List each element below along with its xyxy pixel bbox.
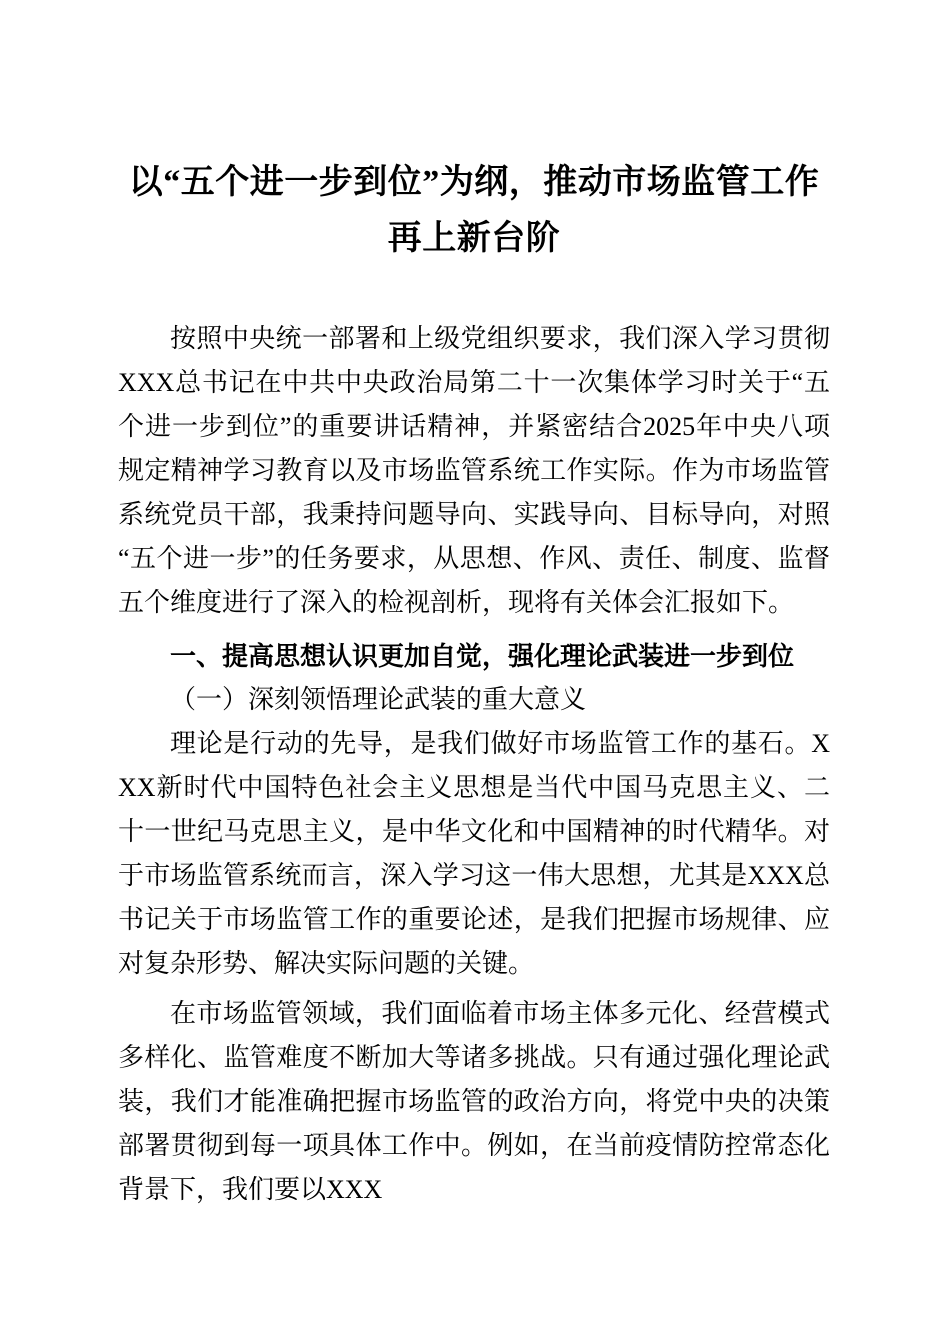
paragraph-market-challenges: 在市场监管领域，我们面临着市场主体多元化、经营模式多样化、监管难度不断加大等诸多挑战。只有通过强化理论武装，我们才能准确把握市场监管的政治方向，将党中央的决策部署贯彻到每一项具体工作中。例如，在当前疫情防控常态化背景下，我们要以XXX	[118, 999, 830, 1204]
intro-paragraph: 按照中央统一部署和上级党组织要求，我们深入学习贯彻XXX总书记在中共中央政治局第二十一次集体学习时关于“五个进一步到位”的重要讲话精神，并紧密结合2025年中央八项规定精神学习教育以及市场监管系统工作实际。作为市场监管系统党员干部，我秉持问题导向、实践导向、目标导向，对照“五个进一步”的任务要求，从思想、作风、责任、制度、监督五个维度进行了深入的检视剖析，现将有关体会汇报如下。	[118, 324, 830, 617]
subsection-1-1-heading: （一）深刻领悟理论武装的重大意义	[170, 685, 587, 714]
section-1-heading: 一、提高思想认识更加自觉，强化理论武装进一步到位	[170, 641, 795, 671]
paragraph-theory-foundation: 理论是行动的先导，是我们做好市场监管工作的基石。XXX新时代中国特色社会主义思想是当代中国马克思主义、二十一世纪马克思主义，是中华文化和中国精神的时代精华。对于市场监管系统而言，深入学习这一伟大思想，尤其是XXX总书记关于市场监管工作的重要论述，是我们把握市场规律、应对复杂形势、解决实际问题的关键。	[118, 729, 830, 978]
document-title: 以“五个进一步到位”为纲，推动市场监管工作再上新台阶	[128, 164, 820, 257]
document-content	[0, 155, 950, 1212]
